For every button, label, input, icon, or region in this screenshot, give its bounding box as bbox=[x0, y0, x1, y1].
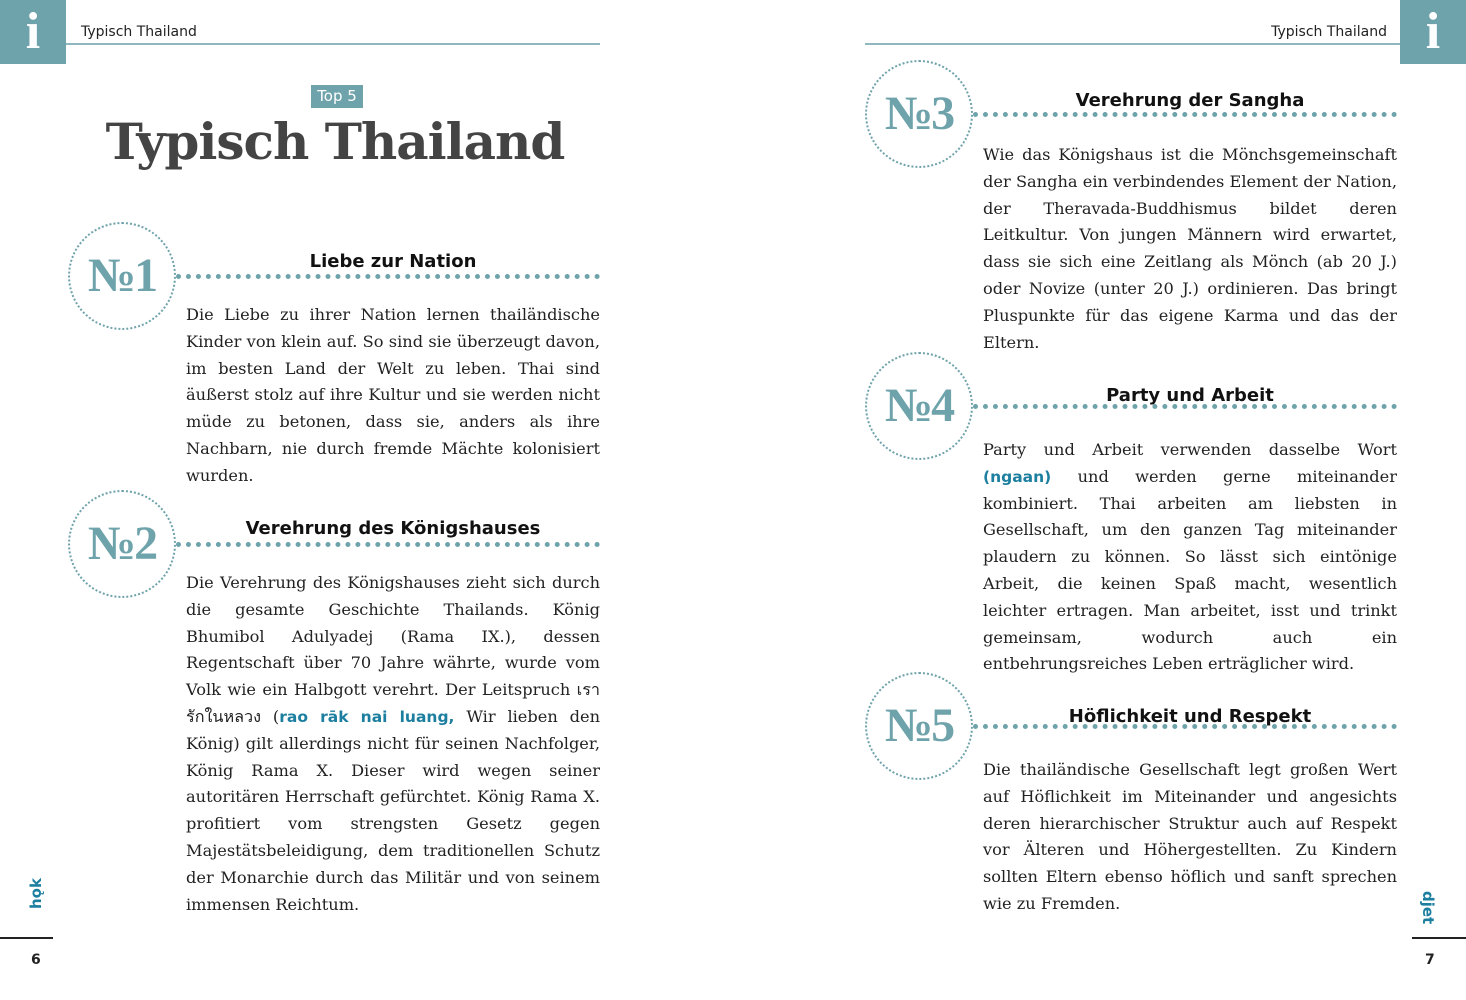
page-title: Typisch Thailand bbox=[105, 112, 565, 171]
text-run: Party und Arbeit verwenden dasselbe Wort bbox=[983, 440, 1397, 459]
section-heading: Party und Arbeit bbox=[1106, 385, 1274, 406]
number-badge: №2 bbox=[68, 490, 176, 598]
text-run: Die Verehrung des Königshauses zieht sich durch die gesamte Geschichte Thailands. König Bhumibol Adulyadej (Rama IX.), dessen Regentschaft über 70 Jahre währte, wurde vom Volk wie ein Halbgott verehrt. Der Leitspruch เรารักในหลวง ( bbox=[186, 573, 600, 726]
top5-tag: Top 5 bbox=[311, 85, 363, 108]
number-badge: №1 bbox=[68, 222, 176, 330]
page-number-right: 7 bbox=[1425, 952, 1435, 968]
text-run: Die thailändische Gesellschaft legt großen Wert auf Höflichkeit im Miteinander und angesichts deren hierarchischer Struktur auch auf Respekt vor Älteren und Höhergestellten. Zu Kindern sollten Eltern ebenso höflich und sanft sprechen wie zu Fremden. bbox=[983, 760, 1397, 913]
transliteration: rao rāk nai luang, bbox=[279, 707, 455, 726]
header-divider bbox=[865, 43, 1400, 45]
dotted-rule bbox=[176, 542, 600, 547]
text-run: und werden gerne miteinander kombiniert. Thai arbeiten am liebsten in Gesellschaft, um den ganzen Tag miteinander plaudern zu können. So lässt sich eintönige Arbeit, die keinen Spaß macht, wesentlich leichter ertragen. Man arbeitet, isst und trinkt gemeinsam, wodurch auch ein entbehrungsreiches Leben erträglicher wird. bbox=[983, 466, 1397, 674]
running-title-right: Typisch Thailand bbox=[1271, 24, 1387, 40]
section-text bbox=[983, 757, 1397, 918]
header-divider bbox=[66, 43, 600, 45]
thai-number-left: hǫk bbox=[27, 878, 45, 909]
footer-divider bbox=[0, 937, 53, 939]
section-heading: Höflichkeit und Respekt bbox=[1068, 706, 1312, 727]
number-badge: №5 bbox=[865, 672, 973, 780]
text-run: Die Liebe zu ihrer Nation lernen thailändische Kinder von klein auf. So sind sie überzeugt davon, im besten Land der Welt zu leben. Thai sind äußerst stolz auf ihre Kultur und sie werden nicht müde zu betonen, dass sie, anders als ihre Nachbarn, nie durch fremde Mächte kolonisiert wurden. bbox=[186, 305, 600, 485]
section-heading: Verehrung der Sangha bbox=[1075, 90, 1305, 111]
running-title-left: Typisch Thailand bbox=[81, 24, 197, 40]
info-icon: i bbox=[0, 0, 66, 64]
transliteration: (ngaan) bbox=[983, 467, 1052, 486]
footer-divider bbox=[1412, 937, 1466, 939]
section-heading: Verehrung des Königshauses bbox=[245, 518, 541, 539]
section-text bbox=[186, 570, 600, 918]
text-run: Wir lieben den König) gilt allerdings nicht für seinen Nachfolger, König Rama X. Dieser wird wegen seiner autoritären Herrschaft gefürchtet. König Rama X. profitiert vom strengsten Gesetz gegen Majestätsbeleidigung, dem traditionellen Schutz der Monarchie durch das Militär und von seinem immensen Reichtum. bbox=[186, 706, 601, 914]
section-text bbox=[983, 437, 1397, 678]
text-run: Wie das Königshaus ist die Mönchsgemeinschaft der Sangha ein verbindendes Element der Nation, der Theravada-Buddhismus bildet deren Leitkultur. Von jungen Männern wird erwartet, dass sie sich eine Zeitlang als Mönch (ab 20 J.) oder Novize (unter 20 J.) ordinieren. Das bringt Pluspunkte für das eigene Karma und das der Eltern. bbox=[983, 145, 1397, 352]
page-number-left: 6 bbox=[31, 952, 41, 968]
dotted-rule bbox=[176, 274, 600, 279]
number-badge: №4 bbox=[865, 352, 973, 460]
thai-number-right: djet bbox=[1419, 891, 1437, 925]
dotted-rule bbox=[973, 112, 1397, 117]
section-text bbox=[186, 302, 600, 490]
info-icon: i bbox=[1400, 0, 1466, 64]
number-badge: №3 bbox=[865, 60, 973, 168]
section-heading: Liebe zur Nation bbox=[309, 251, 477, 272]
section-text bbox=[983, 142, 1397, 356]
